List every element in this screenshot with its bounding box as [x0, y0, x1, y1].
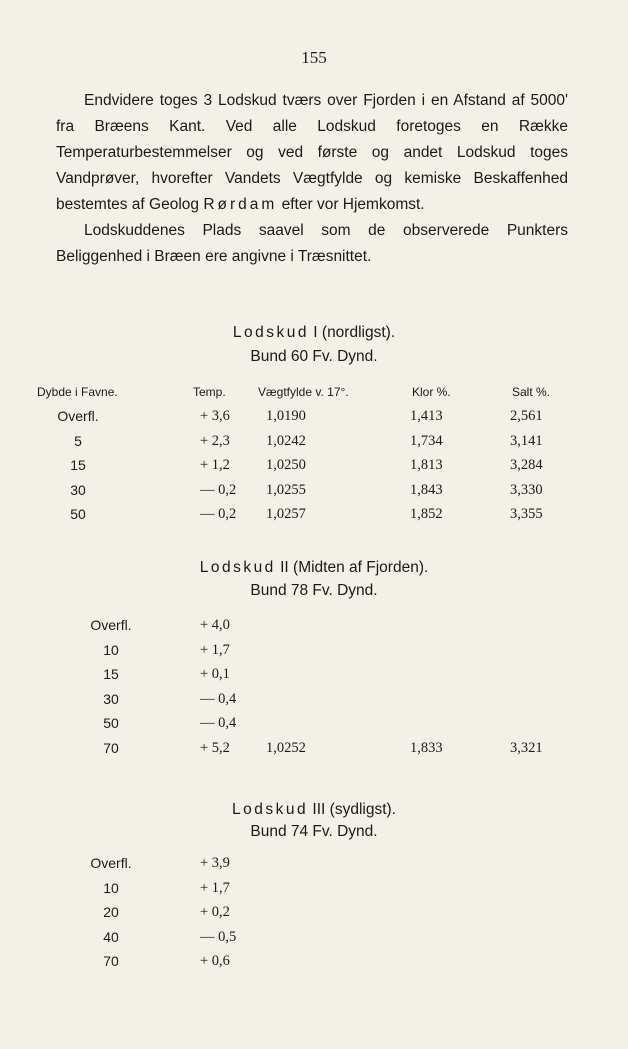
depth-cell: 50: [70, 506, 86, 522]
col-header-density: Vægtfylde v. 17°.: [258, 385, 349, 399]
chlorine-cell: 1,833: [410, 739, 443, 756]
section-3-title: [0, 797, 628, 823]
density-cell: 1,0250: [266, 457, 306, 473]
depth-cell: Overfl.: [90, 855, 132, 871]
temp-cell: — 0,2: [200, 481, 237, 498]
section-1-title: [0, 320, 628, 346]
temp-cell: + 2,3: [200, 432, 230, 449]
temp-cell: + 0,6: [200, 953, 230, 969]
section-1-title-spaced: Lodskud: [232, 324, 309, 341]
section-2-title-rest: II (Midten af Fjorden).: [275, 559, 429, 576]
section-2-subtitle: Bund 78 Fv. Dynd.: [250, 582, 378, 599]
section-1-subtitle: Bund 60 Fv. Dynd.: [250, 348, 378, 365]
section-2-title-spaced: Lodskud: [199, 559, 276, 576]
col-header-temp: Temp.: [193, 385, 226, 399]
paragraph-2: Lodskuddenes Plads saavel som de observerede Punkters Beliggenhed i Bræen ere angivne i Træsnittet.: [56, 222, 568, 265]
depth-cell: 15: [103, 666, 119, 682]
temp-cell: — 0,4: [200, 690, 237, 707]
temp-cell: + 3,6: [200, 408, 230, 424]
temp-cell: + 5,2: [200, 739, 230, 756]
salt-cell: 3,284: [510, 457, 543, 473]
temp-cell: — 0,5: [200, 928, 237, 945]
temp-cell: + 0,2: [200, 904, 230, 920]
chlorine-cell: 1,813: [410, 457, 443, 473]
depth-cell: 15: [70, 457, 86, 473]
depth-cell: Overfl.: [57, 408, 99, 424]
chlorine-cell: 1,852: [410, 506, 443, 522]
depth-cell: 10: [103, 879, 119, 896]
salt-cell: 3,330: [510, 481, 543, 498]
paragraph-1-end: efter vor Hjemkomst.: [277, 196, 425, 213]
section-3-subtitle: Bund 74 Fv. Dynd.: [250, 823, 378, 840]
col-header-salt: Salt %.: [512, 385, 551, 399]
depth-cell: 40: [103, 928, 119, 945]
section-3-title-rest: III (sydligst).: [308, 801, 396, 818]
temp-cell: + 0,1: [200, 666, 230, 682]
density-cell: 1,0257: [266, 506, 306, 522]
depth-cell: 5: [74, 432, 82, 449]
temp-cell: + 1,2: [200, 457, 230, 473]
density-cell: 1,0242: [266, 432, 306, 449]
chlorine-cell: 1,843: [410, 481, 443, 498]
depth-cell: 30: [70, 481, 86, 498]
depth-cell: 30: [103, 690, 119, 707]
section-1-title-rest: I (nordligst).: [308, 324, 396, 341]
geologist-name: Rørdam: [203, 196, 278, 213]
depth-cell: 70: [103, 953, 119, 969]
col-header-depth: Dybde i Favne.: [37, 385, 118, 399]
depth-cell: 70: [103, 739, 119, 756]
body-text: [56, 88, 568, 270]
temp-cell: + 1,7: [200, 879, 230, 896]
paragraph-1: [56, 88, 568, 218]
temp-cell: + 1,7: [200, 641, 230, 658]
depth-cell: 10: [103, 641, 119, 658]
depth-cell: 50: [103, 715, 119, 731]
chlorine-cell: 1,734: [410, 432, 443, 449]
section-3-title-spaced: Lodskud: [232, 801, 309, 818]
density-cell: 1,0252: [266, 739, 306, 756]
section-2-title: [0, 555, 628, 581]
salt-cell: 3,355: [510, 506, 543, 522]
temp-cell: + 4,0: [200, 617, 230, 633]
temp-cell: — 0,2: [200, 506, 237, 522]
salt-cell: 3,321: [510, 739, 543, 756]
paragraph-1-text: Endvidere toges 3 Lodskud tværs over Fjorden i en Afstand af 5000' fra Bræens Kant. Ved alle Lodskud foretoges en Række Temperaturbestemmelser og ved første og andet Lodskud toges Vandprøver, hvorefter Vandets Vægtfylde og kemiske Beskaffenhed bestemtes af Geolog: [56, 92, 568, 213]
temp-cell: — 0,4: [200, 715, 237, 731]
page-number: 155: [301, 48, 327, 67]
depth-cell: Overfl.: [90, 617, 132, 633]
depth-cell: 20: [103, 904, 119, 920]
salt-cell: 2,561: [510, 408, 543, 424]
chlorine-cell: 1,413: [410, 408, 443, 424]
temp-cell: + 3,9: [200, 855, 230, 871]
density-cell: 1,0255: [266, 481, 306, 498]
density-cell: 1,0190: [266, 408, 306, 424]
salt-cell: 3,141: [510, 432, 543, 449]
col-header-chlorine: Klor %.: [412, 385, 451, 399]
